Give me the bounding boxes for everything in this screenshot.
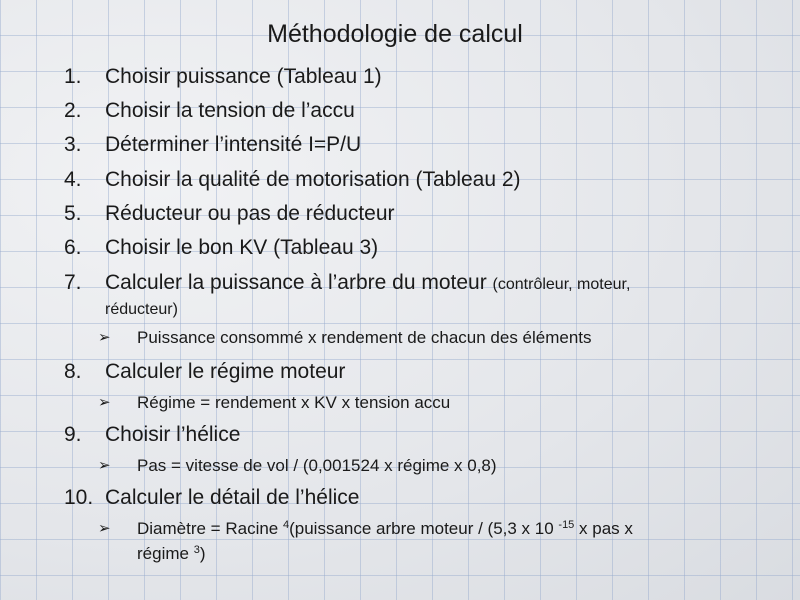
step-number: 10. (64, 486, 94, 509)
step-text: Choisir l’hélice (105, 423, 241, 446)
arrow-bullet-icon: ➢ (98, 457, 111, 474)
step-10-subpoint-continued (137, 543, 205, 565)
step-number: 4. (64, 168, 82, 191)
step-number: 2. (64, 99, 82, 122)
formula-exponent: -15 (558, 519, 575, 531)
step-text: Choisir la tension de l’accu (105, 99, 355, 122)
step-text: Déterminer l’intensité I=P/U (105, 133, 362, 156)
step-text: Réducteur ou pas de réducteur (105, 202, 395, 225)
step-text: Calculer le régime moteur (105, 360, 346, 383)
arrow-bullet-icon: ➢ (98, 394, 111, 411)
subpoint-text: Puissance consommé x rendement de chacun des éléments (137, 328, 592, 347)
formula-part: ) (199, 544, 206, 563)
step-text: Choisir puissance (Tableau 1) (105, 65, 382, 88)
step-number: 1. (64, 65, 82, 88)
subpoint-text (137, 518, 633, 540)
subpoint-text: Régime = rendement x KV x tension accu (137, 393, 451, 412)
arrow-bullet-icon: ➢ (98, 329, 111, 346)
step-number: 7. (64, 271, 82, 294)
step-number: 3. (64, 133, 82, 156)
formula-exponent: 3 (193, 544, 200, 556)
subpoint-text: Pas = vitesse de vol / (0,001524 x régime x 0,8) (137, 456, 497, 475)
formula-part: (puissance arbre moteur / (5,3 x 10 (289, 519, 559, 538)
step-number: 9. (64, 423, 82, 446)
step-main-text: Calculer la puissance à l’arbre du moteur (105, 271, 487, 294)
formula-part: Diamètre = Racine (137, 519, 283, 538)
slide-title: Méthodologie de calcul (267, 20, 523, 48)
formula-exponent: 4 (282, 519, 290, 531)
step-7-note-continued: réducteur) (105, 301, 178, 318)
step-note: (contrôleur, moteur, (492, 276, 631, 293)
step-number: 8. (64, 360, 82, 383)
step-text: Calculer le détail de l’hélice (105, 486, 360, 509)
formula-part: régime (137, 544, 194, 563)
arrow-bullet-icon: ➢ (98, 520, 111, 537)
formula-part: x pas x (574, 519, 633, 538)
step-text: Choisir le bon KV (Tableau 3) (105, 236, 379, 259)
step-number: 5. (64, 202, 82, 225)
step-text (105, 270, 630, 298)
step-number: 6. (64, 236, 82, 259)
step-text: Choisir la qualité de motorisation (Tableau 2) (105, 168, 521, 191)
